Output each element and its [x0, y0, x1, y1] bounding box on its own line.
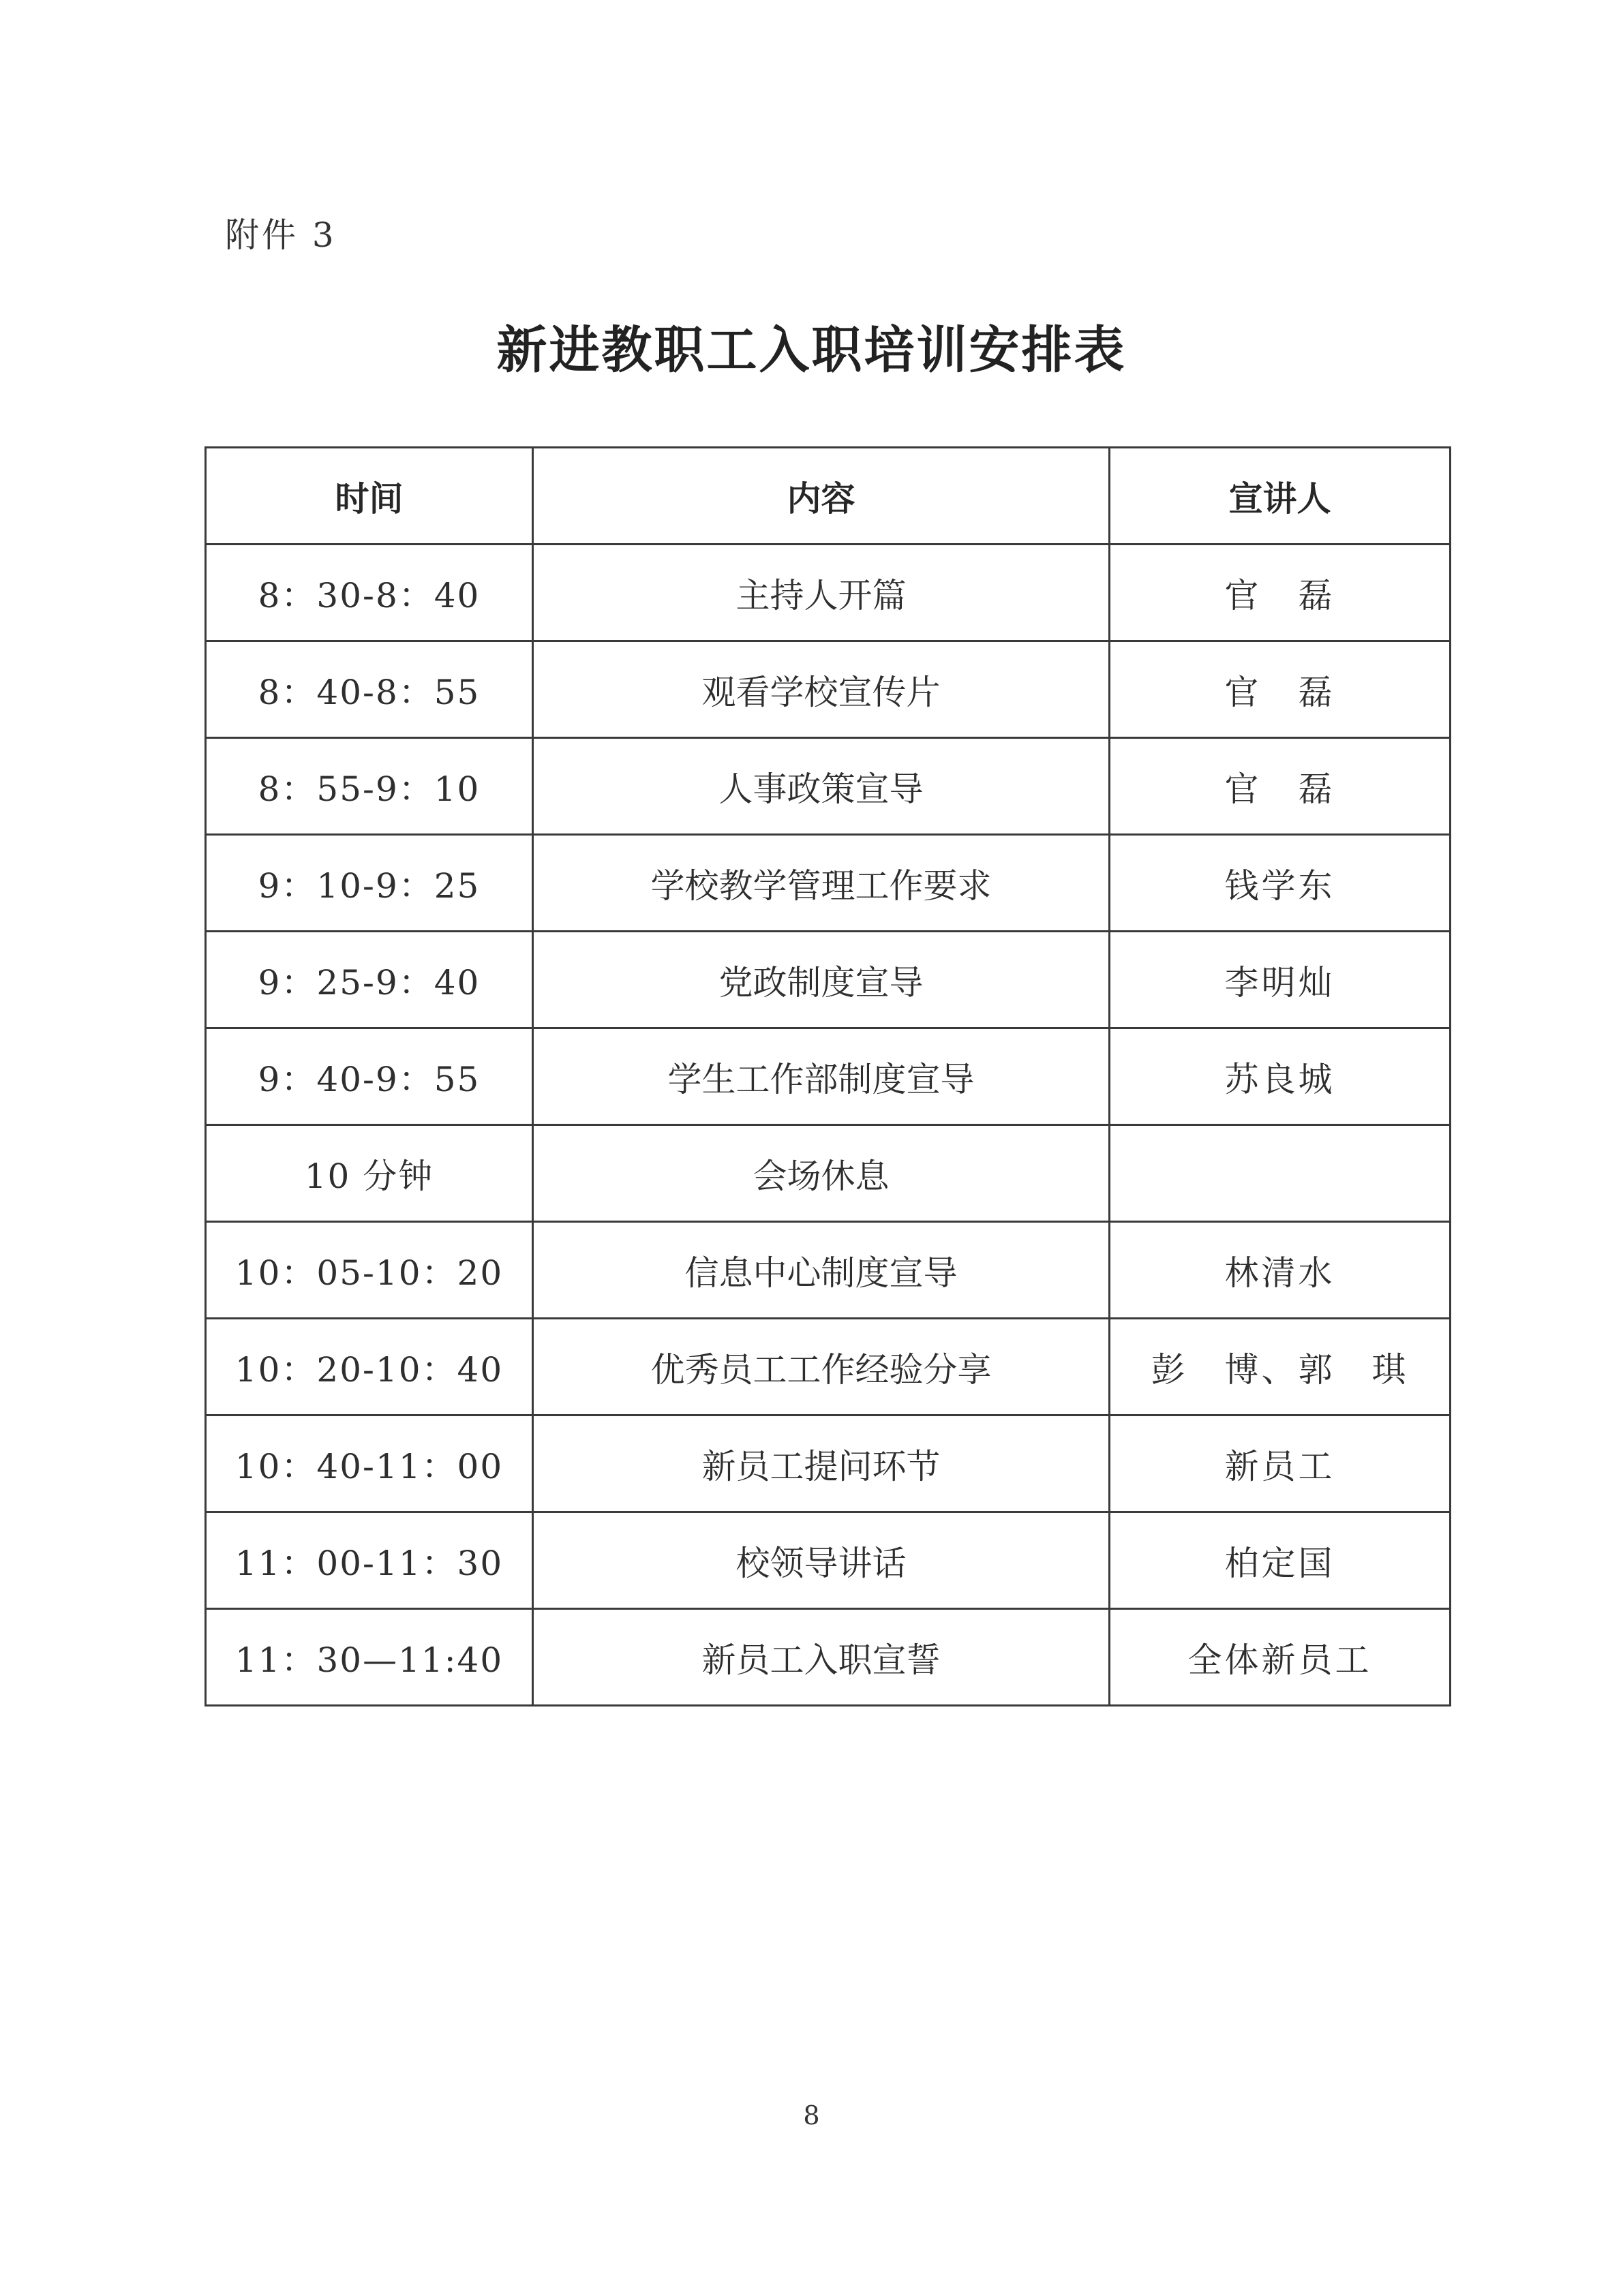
time-cell: 9：40-9：55 — [206, 1028, 533, 1125]
content-cell: 会场休息 — [533, 1125, 1110, 1222]
table-row — [206, 641, 1451, 738]
speaker-cell: 柏定国 — [1110, 1512, 1451, 1609]
content-cell: 新员工入职宣誓 — [533, 1609, 1110, 1706]
speaker-cell: 全体新员工 — [1110, 1609, 1451, 1706]
speaker-cell: 李明灿 — [1110, 932, 1451, 1028]
table-header-row — [206, 448, 1451, 545]
time-cell: 8：40-8：55 — [206, 641, 533, 738]
table-row — [206, 545, 1451, 641]
time-cell: 10：40-11：00 — [206, 1415, 533, 1512]
column-header-time: 时间 — [206, 448, 533, 545]
content-cell: 人事政策宣导 — [533, 738, 1110, 835]
table-row — [206, 1125, 1451, 1222]
content-cell: 优秀员工工作经验分享 — [533, 1319, 1110, 1415]
time-cell: 8：55-9：10 — [206, 738, 533, 835]
table-row — [206, 1512, 1451, 1609]
table-row — [206, 932, 1451, 1028]
content-cell: 学校教学管理工作要求 — [533, 835, 1110, 932]
speaker-cell: 官 磊 — [1110, 641, 1451, 738]
content-cell: 党政制度宣导 — [533, 932, 1110, 1028]
table-row — [206, 1222, 1451, 1319]
speaker-cell: 林清水 — [1110, 1222, 1451, 1319]
page-title: 新进教职工入职培训安排表 — [496, 321, 1127, 380]
content-cell: 校领导讲话 — [533, 1512, 1110, 1609]
column-header-content: 内容 — [533, 448, 1110, 545]
content-cell: 主持人开篇 — [533, 545, 1110, 641]
table-row — [206, 835, 1451, 932]
time-cell: 11：00-11：30 — [206, 1512, 533, 1609]
time-cell: 9：10-9：25 — [206, 835, 533, 932]
time-cell: 11：30—11:40 — [206, 1609, 533, 1706]
speaker-cell: 新员工 — [1110, 1415, 1451, 1512]
speaker-cell: 官 磊 — [1110, 738, 1451, 835]
time-cell: 8：30-8：40 — [206, 545, 533, 641]
time-cell: 10：20-10：40 — [206, 1319, 533, 1415]
content-cell: 新员工提问环节 — [533, 1415, 1110, 1512]
speaker-cell: 苏良城 — [1110, 1028, 1451, 1125]
content-cell: 信息中心制度宣导 — [533, 1222, 1110, 1319]
speaker-cell: 彭 博、郭 琪 — [1110, 1319, 1451, 1415]
table-row — [206, 1609, 1451, 1706]
schedule-table — [204, 446, 1451, 1706]
table-row — [206, 738, 1451, 835]
content-cell: 观看学校宣传片 — [533, 641, 1110, 738]
page-number: 8 — [803, 2100, 820, 2130]
time-cell: 10：05-10：20 — [206, 1222, 533, 1319]
time-cell: 10 分钟 — [206, 1125, 533, 1222]
speaker-cell: 钱学东 — [1110, 835, 1451, 932]
table-row — [206, 1415, 1451, 1512]
table-row — [206, 1319, 1451, 1415]
table-row — [206, 1028, 1451, 1125]
speaker-cell: 官 磊 — [1110, 545, 1451, 641]
time-cell: 9：25-9：40 — [206, 932, 533, 1028]
speaker-cell — [1110, 1125, 1451, 1222]
attachment-label: 附件 3 — [225, 215, 337, 255]
content-cell: 学生工作部制度宣导 — [533, 1028, 1110, 1125]
column-header-speaker: 宣讲人 — [1110, 448, 1451, 545]
